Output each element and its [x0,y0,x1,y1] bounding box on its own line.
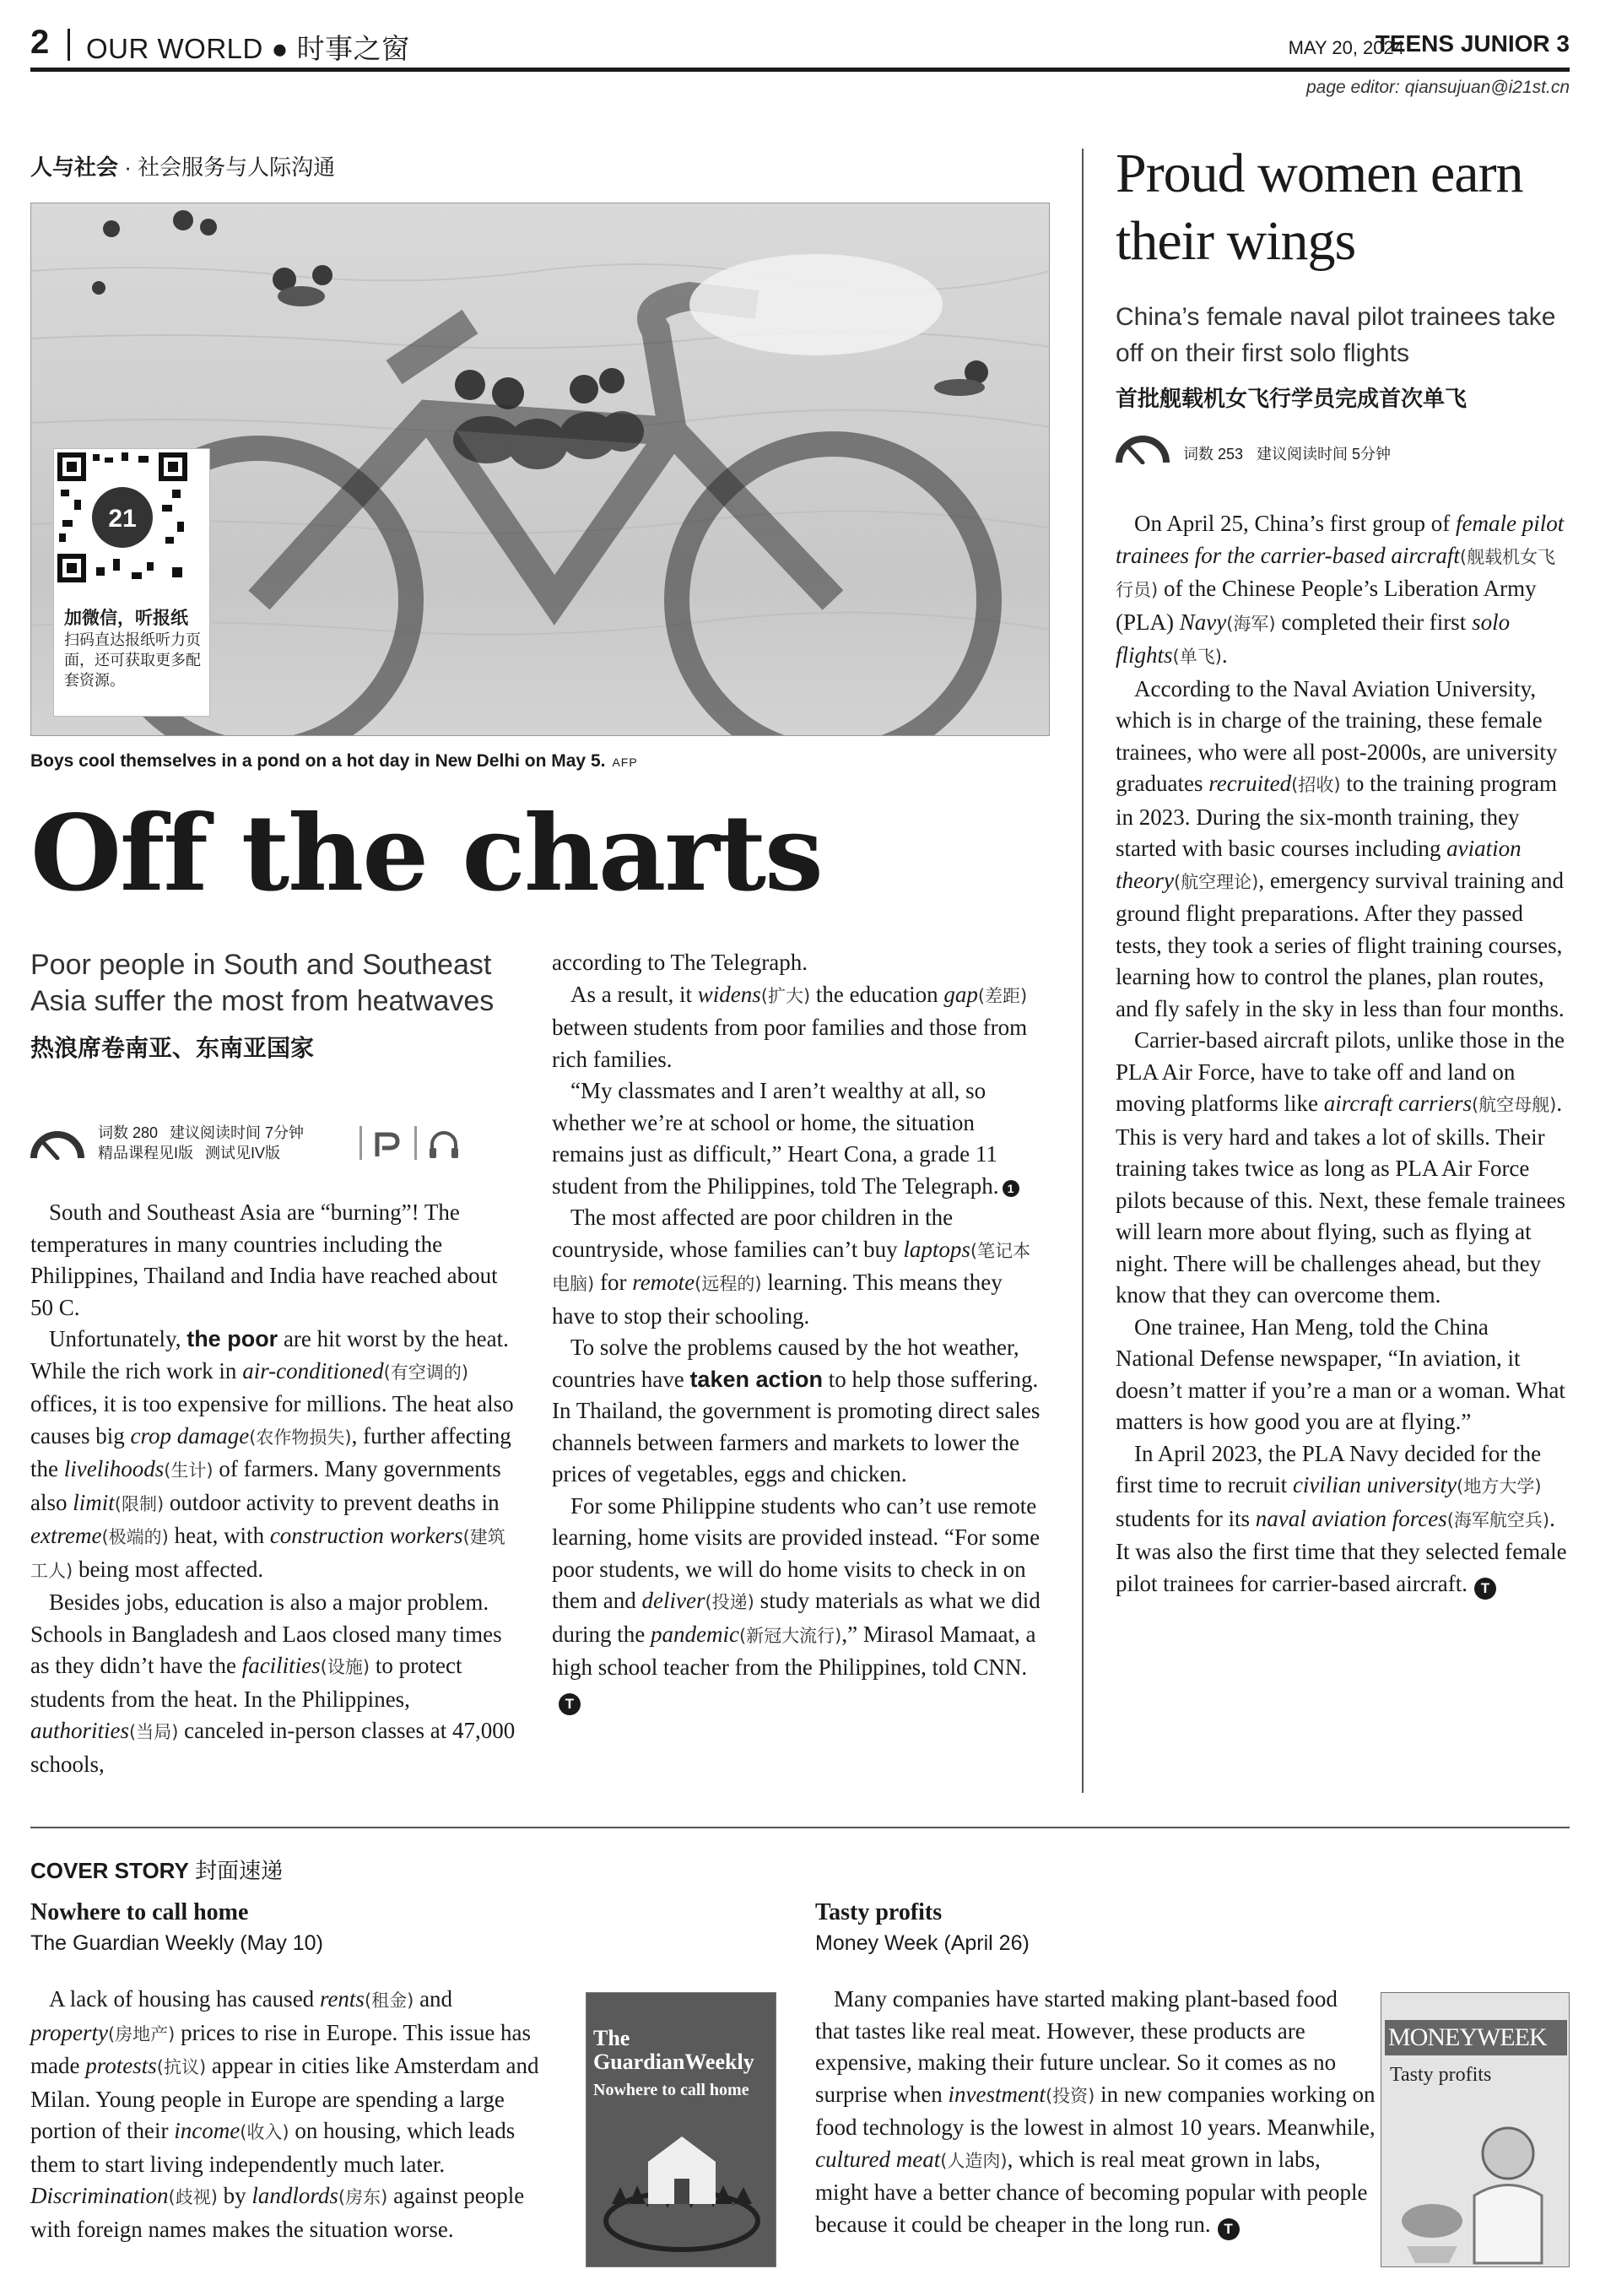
paragraph: As a result, it widens(扩大) the education gap(差距) between students from poor families and those from rich families. [552,981,1028,1072]
vocab-gloss: (生计) [164,1460,214,1481]
reading-time: 建议阅读时间 5分钟 [1257,446,1392,463]
photo-credit: AFP [612,755,638,769]
key-term: the poor [186,1326,278,1351]
meta-divider [359,1126,362,1160]
vocab-gloss: (海军) [1226,613,1276,634]
vocab-term: naval aviation forces [1255,1505,1447,1531]
paragraph: Besides jobs, education is also a major problem. Schools in Bangladesh and Laos closed many times as they didn’t have the facilities(设施) to protect students from the heat. In the Philippines, authorities(当局) canceled in-person classes at 47,000 schools, [30,1589,516,1777]
vocab-term: air-conditioned [242,1357,384,1384]
vocab-term: gap [943,981,978,1007]
section-divider [68,29,70,61]
vocab-term: crop damage [130,1422,250,1449]
speed-gauge-icon [30,1126,84,1160]
paragraph: A lack of housing has caused rents(租金) and property(房地产) prices to rise in Europe. This issue has made protests(抗议) appear in cities like Amsterdam and Milan. Young people in Europe are spending a large portion of their income(收入) on housing, which leads them to start living independently much later. Discrimination(歧视) by landlords(房东) against people with foreign names makes the situation worse. [30,1986,539,2242]
vocab-term: widens [697,981,761,1007]
kicker [30,150,335,181]
paragraph: In April 2023, the PLA Navy decided for the first time to recruit civilian university(地方大学) students for its naval aviation forces(海军航空兵). It was also the first time that they selected female pilot trainees for carrier-based aircraft. T [1116,1438,1571,1600]
main-headline: Off the charts [30,793,822,915]
vocab-term: investment [948,2081,1046,2107]
vocab-term: construction workers [269,1523,463,1548]
side-dek: China’s female naval pilot trainees take off on their first solo flights [1116,303,1556,367]
vocab-term: deliver [641,1588,705,1613]
vocab-gloss: (单飞) [1172,647,1222,667]
meta-text [98,1123,316,1163]
vocab-gloss: (极端的) [101,1527,169,1547]
kicker-category: 人与社会 [30,154,119,180]
vocab-term: protests [85,2053,157,2078]
test-note: 测试见IV版 [205,1145,281,1162]
vocab-term: Discrimination [30,2183,169,2208]
page-editor: page editor: qiansujuan@i21st.cn [1305,78,1570,97]
paragraph: “My classmates and I aren’t wealthy at all, so whether we’re at school or home, the situation remains just as difficult,” Heart Cona, a grade 11 student from the Philippines, told The Telegraph. 1 [552,1075,1046,1202]
kicker-topic: · 社会服务与人际沟通 [118,154,336,180]
main-meta [30,1123,520,1170]
masthead-rule [30,68,1570,72]
side-dek-zh: 首批舰载机女飞行学员完成首次单飞 [1116,386,1468,411]
photo-caption [30,751,638,772]
money-week-cover [1381,1992,1570,2267]
vocab-gloss: (扩大) [760,985,811,1006]
side-story-column [1116,508,1571,1600]
vocab-term: pandemic [650,1621,739,1647]
vocab-term: aviation theory [1116,836,1522,893]
paragraph: according to The Telegraph. [552,950,808,975]
vocab-gloss: (新冠大流行) [738,1625,842,1646]
meta-divider [414,1126,417,1160]
section-rule [30,1827,1570,1828]
vocab-gloss: (抗议) [156,2057,207,2077]
vocab-gloss: (限制) [114,1493,165,1514]
vocab-term: landlords [251,2183,338,2208]
vocab-gloss: (有空调的) [383,1362,469,1383]
side-headline: Proud women earn their wings [1116,143,1523,272]
cover-story-2-body [815,1984,1376,2240]
dek-zh: 热浪席卷南亚、东南亚国家 [30,1035,315,1061]
paragraph: According to the Naval Aviation University, which is in charge of the training, these female trainees, who were all post-2000s, are university graduates recruited(招收) to the training program in 2023. During the six-month training, they started with basic courses including aviation theory(航空理论), emergency survival training and ground flight preparations. After they passed tests, they took a series of flight training courses, learning how to control the planes, plan routes, and fly safely in the sky in less than four months. [1116,675,1565,1021]
paragraph: Many companies have started making plant-based food that tastes like real meat. However, these products are expensive, making their future unclear. So it comes as no surprise when investment(投资) in new companies working on food technology is the lowest in almost 10 years. Meanwhile, cultured meat(人造肉), which is real meat grown in labs, might have a better chance of becoming popular with people because it could be cheaper in the long run. T [815,1984,1376,2240]
column-rule [1082,149,1084,1793]
word-count: 词数 280 [98,1124,159,1141]
vocab-gloss: (地方大学) [1457,1476,1542,1497]
vocab-term: livelihoods [63,1456,165,1481]
vocab-gloss: (当局) [129,1722,179,1742]
paragraph: Unfortunately, the poor are hit worst by the heat. While the rich work in air-conditioned(有空调的) offices, it is too expensive for millions. The heat also causes big crop damage(农作物损失), further affecting the livelihoods(生计) of farmers. Many governments also limit(限制) outdoor activity to prevent deaths in extreme(极端的) heat, with construction workers(建筑工人) being most affected. [30,1326,514,1582]
vocab-term: extreme [30,1523,102,1548]
vocab-term: cultured meat [815,2146,941,2172]
end-marker: T [559,1693,581,1715]
masthead [30,24,1570,71]
photo-caption-text: Boys cool themselves in a pond on a hot day in New Delhi on May 5. [30,751,606,771]
vocab-term: female pilot trainees for the carrier-based aircraft [1116,511,1565,568]
vocab-gloss: (设施) [320,1657,370,1677]
cover-story-label [30,1854,283,1885]
vocab-gloss: (航空母舰) [1471,1095,1557,1115]
vocab-gloss: (租金) [364,1990,414,2011]
vocab-gloss: (远程的) [695,1274,762,1294]
vocab-gloss: (招收) [1291,775,1341,795]
page-number: 2 [30,24,50,61]
vocab-gloss: (笔记本电脑) [552,1240,1031,1294]
vocab-term: civilian university [1292,1472,1457,1497]
vocab-term: solo flights [1116,609,1511,668]
question-marker: 1 [1003,1180,1019,1197]
vocab-term: limit [73,1489,115,1515]
magazine-cover-line: Tasty profits [1390,2064,1492,2086]
reading-time: 建议阅读时间 7分钟 [170,1124,305,1141]
end-marker: T [1218,2218,1240,2240]
guardian-weekly-cover [586,1992,776,2267]
cover-source: Money Week (April 26) [815,1931,1030,1955]
vocab-term: aircraft carriers [1323,1091,1472,1116]
vocab-gloss: (航空理论) [1173,871,1259,892]
main-story-column-1 [30,1197,520,1780]
vocab-gloss: (房东) [338,2187,388,2207]
vocab-gloss: (海军航空兵) [1446,1509,1550,1530]
side-meta [1116,430,1392,464]
headphones-icon[interactable] [427,1129,461,1160]
paragraph: South and Southeast Asia are “burning”! The temperatures in many countries including the Philippines, Thailand and India have reached about 50 C. [30,1199,498,1320]
vocab-term: property [30,2019,108,2045]
vocab-gloss: (建筑工人) [30,1527,505,1581]
scientist-illustration-icon [1381,1993,1570,2267]
magazine-cover-line: Nowhere to call home [593,2081,749,2099]
qr-title: 加微信，听报纸 [64,609,188,628]
cover-story-2 [815,1899,1030,1956]
vocab-term: Navy [1179,609,1227,635]
cover-story-1-body [30,1984,554,2245]
cover-title: Nowhere to call home [30,1899,249,1925]
section-name: OUR WORLD ● 时事之窗 [86,33,410,64]
end-marker: T [1474,1578,1496,1600]
issue-date: MAY 20, 2024 [1288,37,1404,58]
magazine-name: The GuardianWeekly [593,2026,754,2074]
paragraph: The most affected are poor children in the countryside, whose families can’t buy laptops(笔记本电脑) for remote(远程的) learning. This means they have to stop their schooling. [552,1205,1031,1329]
vocab-term: authorities [30,1718,130,1743]
cover-story-1 [30,1899,323,1956]
vocab-gloss: (农作物损失) [249,1427,352,1448]
pen-icon[interactable] [372,1129,403,1160]
vocab-term: rents [319,1986,365,2012]
word-count: 词数 253 [1183,446,1244,463]
key-term: taken action [689,1366,823,1392]
side-meta-text [1183,442,1404,464]
vocab-term: income [174,2118,241,2143]
vocab-term: facilities [241,1653,321,1678]
vocab-gloss: (人造肉) [940,2150,1008,2171]
paragraph: To solve the problems caused by the hot weather, countries have taken action to help those suffering. In Thailand, the government is promoting direct sales channels between farmers and markets to lower the prices of vegetables, eggs and chicken. [552,1335,1041,1486]
paragraph: One trainee, Han Meng, told the China National Defense newspaper, “In aviation, it doesn’t matter if you’re a man or a woman. What matters is how good you are at flying.” [1116,1313,1565,1434]
cover-title: Tasty profits [815,1899,943,1925]
vocab-gloss: (收入) [240,2122,289,2142]
issue-title: TEENS JUNIOR 3 [1375,30,1570,57]
main-story-column-2 [552,947,1046,1715]
cover-story-label-zh: 封面速递 [195,1858,284,1883]
vocab-term: recruited [1208,771,1292,796]
speed-gauge-icon [1116,430,1170,464]
cover-story-label-en: COVER STORY [30,1858,189,1883]
vocab-gloss: (投递) [705,1592,754,1612]
paragraph: Carrier-based aircraft pilots, unlike those in the PLA Air Force, have to take off and land on moving platforms like aircraft carriers(航空母舰). This is very hard and takes a lot of skills. Their training takes twice as long as PLA Air Force pilots because of this. Next, these female trainees will learn more about flying, such as flying at night. There will be challenges ahead, but they know that they can overcome them. [1116,1027,1566,1308]
vocab-gloss: (投资) [1045,2085,1095,2106]
paragraph: For some Philippine students who can’t use remote learning, home visits are provided instead. “For some poor students, we will do home visits to check in on them and deliver(投递) study materials as what we did during the pandemic(新冠大流行),” Mirasol Mamaat, a high school teacher from the Philippines, told CNN.T [552,1491,1046,1716]
vocab-gloss: (差距) [977,985,1028,1006]
main-photo [30,203,1050,736]
house-trap-icon [586,1993,776,2267]
paragraph: On April 25, China’s first group of female pilot trainees for the carrier-based aircraft(舰载机女飞行员) of the Chinese People’s Liberation Army (PLA) Navy(海军) completed their first solo flights(单飞). [1116,511,1565,668]
vocab-gloss: (歧视) [168,2187,218,2207]
magazine-name: MONEYWEEK [1385,2020,1567,2055]
vocab-gloss: (舰载机女飞行员) [1116,546,1556,600]
dek-text: Poor people in South and Southeast Asia suffer the most from heatwaves [30,949,495,1017]
qr-code-icon[interactable] [54,449,191,586]
vocab-term: laptops [903,1236,970,1262]
qr-badge: 21 [108,505,137,533]
main-dek [30,947,520,1064]
qr-description: 扫码直达报纸听力页面，还可获取更多配套资源。 [64,631,201,689]
course-note: 精品课程见I版 [98,1145,194,1162]
vocab-term: remote [632,1270,695,1295]
qr-promo [53,448,210,717]
cover-source: The Guardian Weekly (May 10) [30,1931,323,1955]
vocab-gloss: (房地产) [107,2023,176,2044]
